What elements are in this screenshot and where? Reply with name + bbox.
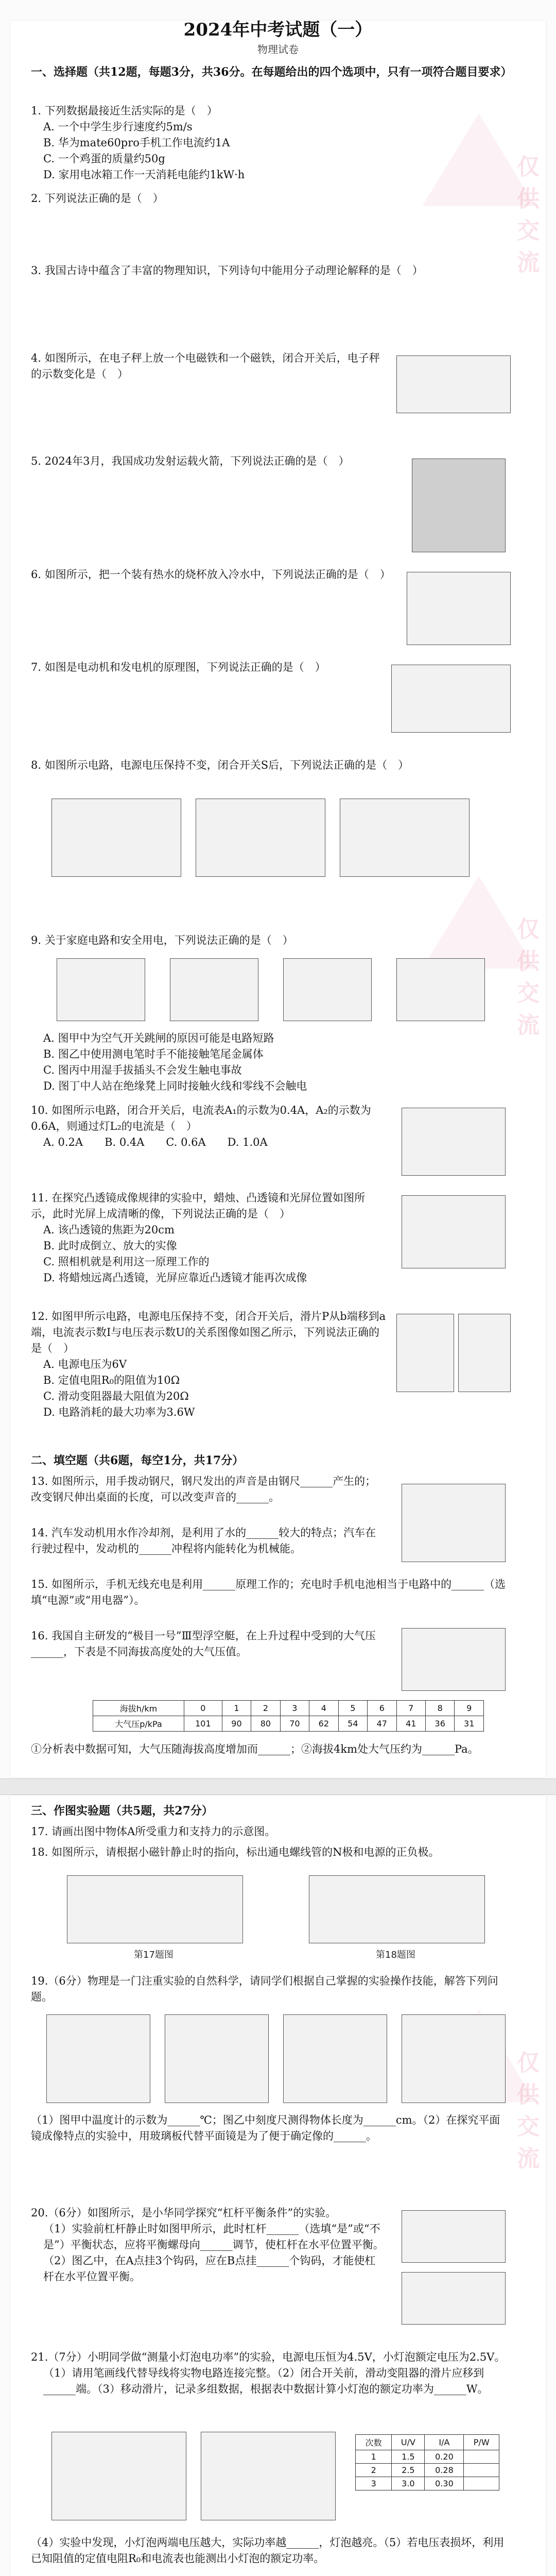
option-c: C. 图丙中用湿手拔插头不会发生触电事故 [43, 1064, 242, 1076]
question-stem: 14. 汽车发动机用水作冷却剂，是利用了水的______较大的特点；汽车在行驶过程中，发动机的______冲程将内能转化为机械能。 [31, 1527, 376, 1555]
question-stem: 4. 如图所示，在电子秤上放一个电磁铁和一个磁铁，闭合开关后，电子秤的示数变化是（ ） [31, 352, 380, 380]
figure-20-lever-a [402, 2210, 506, 2263]
question-stem: 21.（7分）小明同学做“测量小灯泡电功率”的实验，电源电压恒为4.5V，小灯泡额定电压为2.5V。 [31, 2351, 506, 2363]
table-cell: 1 [356, 2450, 392, 2464]
question-11 [31, 1190, 386, 1286]
question-5 [31, 453, 386, 469]
question-2 [31, 191, 510, 207]
question-19 [31, 1973, 510, 2005]
question-stem: 12. 如图甲所示电路，电源电压保持不变，闭合开关后，滑片P从b端移到a端，电流表示数I与电压表示数U的关系图像如图乙所示，下列说法正确的是（ ） [31, 1310, 386, 1354]
table-cell: 8 [426, 1701, 455, 1716]
page-title: 2024年中考试题（一） [183, 20, 373, 40]
question-6 [31, 567, 391, 583]
question-stem: 13. 如图所示，用手拨动钢尺，钢尺发出的声音是由钢尺______产生的；改变钢尺伸出桌面的长度，可以改变声音的______。 [31, 1475, 376, 1503]
question-body: （1）实验前杠杆静止时如图甲所示，此时杠杆______（选填“是”或“不是”）平衡状态，应将平衡螺母向______调节，使杠杆在水平位置平衡。（2）图乙中，在A点挂3个钩码，应在B点挂______个钩码，才能使杠杆在水平位置平衡。 [43, 2223, 384, 2283]
question-stem: 11. 在探究凸透镜成像规律的实验中，蜡烛、凸透镜和光屏位置如图所示，此时光屏上成清晰的像，下列说法正确的是（ ） [31, 1192, 366, 1220]
question-10-options: A. 0.2A B. 0.4A C. 0.6A D. 1.0A [43, 1136, 268, 1148]
figure-9-yi [170, 958, 258, 1021]
question-stem: 16. 我国自主研发的“极目一号”Ⅲ型浮空艇，在上升过程中受到的大气压______，下表是不同海拔高度处的大气压值。 [31, 1630, 376, 1658]
question-18 [31, 1844, 510, 1860]
question-stem: 6. 如图所示，把一个装有热水的烧杯放入冷水中，下列说法正确的是（ ） [31, 568, 391, 581]
option-b: B. 图乙中使用测电笔时手不能接触笔尾金属体 [43, 1048, 264, 1060]
table-cell: 31 [455, 1716, 484, 1732]
figure-circuit-b [196, 799, 325, 877]
option-d: D. 电路消耗的最大功率为3.6W [43, 1406, 195, 1418]
table-cell: 47 [368, 1716, 396, 1732]
table-cell [464, 2450, 499, 2464]
table-cell [464, 2477, 499, 2490]
figure-18 [309, 1875, 485, 1943]
option-c: C. 滑动变阻器最大阻值为20Ω [43, 1390, 189, 1402]
table-cell: I/A [425, 2435, 464, 2450]
question-7 [31, 659, 386, 675]
figure-rocket-launch [412, 459, 506, 552]
question-4 [31, 350, 386, 382]
figure-electronic-scale [396, 355, 511, 413]
figure-18-caption: 第18题图 [376, 1950, 415, 1960]
question-stem: 7. 如图是电动机和发电机的原理图，下列说法正确的是（ ） [31, 661, 326, 673]
figure-21-circuit-real [51, 2432, 186, 2520]
table-cell: 36 [426, 1716, 455, 1732]
table-cell: 54 [338, 1716, 367, 1732]
question-stem: 2. 下列说法正确的是（ ） [31, 192, 164, 205]
watermark-text: 仅供交流 [513, 917, 539, 1045]
option-d: D. 将蜡烛远离凸透镜，光屏应靠近凸透镜才能再次成像 [43, 1272, 307, 1284]
page-subtitle: 物理试卷 [257, 43, 299, 56]
table-cell: 7 [396, 1701, 425, 1716]
table-cell: 大气压p/kPa [93, 1716, 184, 1732]
table-cell: 6 [368, 1701, 396, 1716]
question-3 [31, 263, 510, 279]
figure-9-bing [283, 958, 372, 1021]
table-cell: 0.20 [425, 2450, 464, 2464]
option-d: D. 家用电冰箱工作一天消耗电能约1kW·h [43, 168, 245, 181]
table-cell [464, 2464, 499, 2477]
table-cell: 3 [280, 1701, 309, 1716]
table-row [356, 2450, 499, 2464]
table-cell: 1.5 [392, 2450, 425, 2464]
table-cell: P/W [464, 2435, 499, 2450]
table-row [356, 2435, 499, 2450]
table-cell: 5 [338, 1701, 367, 1716]
option-c: C. 照相机就是利用这一原理工作的 [43, 1256, 210, 1268]
option-a: A. 该凸透镜的焦距为20cm [43, 1224, 175, 1236]
option-a: A. 图甲中为空气开关跳闸的原因可能是电路短路 [43, 1032, 274, 1044]
table-cell: 101 [184, 1716, 222, 1732]
question-14 [31, 1525, 386, 1557]
table-cell: 次数 [356, 2435, 392, 2450]
table-cell: 70 [280, 1716, 309, 1732]
table-cell: 3 [356, 2477, 392, 2490]
figure-9-ding [396, 958, 485, 1021]
table-cell: 2 [251, 1701, 280, 1716]
figure-19-ruler [165, 2014, 269, 2103]
figure-9-jia [57, 958, 145, 1021]
table-row [93, 1701, 484, 1716]
altitude-pressure-table [93, 1700, 484, 1732]
option-c: C. 一个鸡蛋的质量约50g [43, 152, 165, 165]
question-stem: 3. 我国古诗中蕴含了丰富的物理知识，下列诗句中能用分子动理论解释的是（ ） [31, 264, 423, 277]
table-cell: 62 [309, 1716, 338, 1732]
table-cell: 3.0 [392, 2477, 425, 2490]
question-9 [31, 933, 510, 948]
section-heading-experiment: 三、作图实验题（共5题，共27分） [31, 1804, 213, 1818]
figure-11-lens [402, 1195, 506, 1268]
table-cell: 2.5 [392, 2464, 425, 2477]
question-16-note [31, 1741, 510, 1757]
question-17 [31, 1824, 510, 1840]
question-9-options [31, 1030, 510, 1094]
question-stem: 15. 如图所示，手机无线充电是利用______原理工作的；充电时手机电池相当于电路中的______（选填“电源”或“用电器”）。 [31, 1578, 506, 1606]
question-13 [31, 1473, 386, 1505]
option-d: D. 图丁中人站在绝缘凳上同时接触火线和零线不会触电 [43, 1080, 307, 1092]
question-body: （1）图甲中温度计的示数为______℃；图乙中刻度尺测得物体长度为______cm。（2）在探究平面镜成像特点的实验中，用玻璃板代替平面镜是为了便于确定像的______。 [31, 2114, 500, 2142]
figure-20-lever-b [402, 2272, 506, 2325]
figure-17-caption: 第17题图 [134, 1950, 173, 1960]
question-body: （1）请用笔画线代替导线将实物电路连接完整。（2）闭合开关前，滑动变阻器的滑片应移到______端。（3）移动滑片，记录多组数据，根据表中数据计算小灯泡的额定功率为______W。 [43, 2367, 489, 2395]
watermark-text: 仅供交流 [513, 155, 539, 282]
option-b: B. 定值电阻R₀的阻值为10Ω [43, 1374, 180, 1386]
figure-phone-charger [402, 1484, 506, 1562]
option-a: A. 一个中学生步行速度约5m/s [43, 121, 193, 133]
table-cell: 海拔h/km [93, 1701, 184, 1716]
table-row [93, 1716, 484, 1732]
table-cell: 4 [309, 1701, 338, 1716]
question-21 [31, 2349, 510, 2397]
figure-12-graph [458, 1314, 511, 1392]
question-stem: 8. 如图所示电路，电源电压保持不变，闭合开关S后，下列说法正确的是（ ） [31, 759, 409, 771]
figure-beakers [407, 572, 511, 645]
section-heading-choice: 一、选择题（共12题，每题3分，共36分。在每题给出的四个选项中，只有一项符合题目要求） [31, 65, 512, 79]
question-stem: 9. 关于家庭电路和安全用电，下列说法正确的是（ ） [31, 934, 293, 946]
question-stem: 1. 下列数据最接近生活实际的是（ ） [31, 105, 218, 117]
table-cell: 2 [356, 2464, 392, 2477]
table-cell: 0.30 [425, 2477, 464, 2490]
figure-circuit-a [51, 799, 181, 877]
question-stem: 17. 请画出图中物体A所受重力和支持力的示意图。 [31, 1825, 276, 1838]
question-body: （4）实验中发现，小灯泡两端电压越大，实际功率越______，灯泡越亮。（5）若电压表损坏，利用已知阻值的定值电阻R₀和电流表也能测出小灯泡的额定功率。 [31, 2536, 505, 2565]
table-cell: 1 [222, 1701, 251, 1716]
table-row [356, 2464, 499, 2477]
question-19-body [31, 2112, 510, 2144]
question-21-more [31, 2535, 510, 2567]
figure-19-thermometer [46, 2014, 150, 2103]
table-cell: 0 [184, 1701, 222, 1716]
question-15 [31, 1577, 510, 1608]
question-1 [31, 103, 510, 183]
table-cell: 80 [251, 1716, 280, 1732]
question-8 [31, 757, 510, 773]
question-stem: 10. 如图所示电路，闭合开关后，电流表A₁的示数为0.4A，A₂的示数为0.6A，则通过灯L₂的电流是（ ） [31, 1104, 371, 1132]
figure-airship [402, 1628, 506, 1691]
table-cell: 0.28 [425, 2464, 464, 2477]
figure-21-circuit-diagram [201, 2432, 336, 2520]
option-b: B. 华为mate60pro手机工作电流约1A [43, 137, 230, 149]
question-stem: 18. 如图所示，请根据小磁针静止时的指向，标出通电螺线管的N极和电源的正负极。 [31, 1846, 440, 1858]
question-20 [31, 2205, 386, 2285]
question-note: ①分析表中数据可知，大气压随海拔高度增加而______；②海拔4km处大气压约为______Pa。 [31, 1743, 479, 1755]
lamp-power-table [355, 2434, 499, 2490]
table-row [356, 2477, 499, 2490]
question-stem: 19.（6分）物理是一门注重实验的自然科学，请同学们根据自己掌握的实验操作技能，解答下列问题。 [31, 1975, 498, 2003]
table-cell: 9 [455, 1701, 484, 1716]
page-separator [0, 1778, 556, 1795]
option-a: A. 电源电压为6V [43, 1358, 127, 1370]
figure-circuit-c [340, 799, 470, 877]
table-cell: U/V [392, 2435, 425, 2450]
section-heading-fill: 二、填空题（共6题，每空1分，共17分） [31, 1454, 244, 1467]
figure-19-lens [402, 2014, 506, 2103]
question-16 [31, 1628, 386, 1660]
figure-10-circuit [402, 1108, 506, 1176]
question-12 [31, 1309, 386, 1420]
question-10 [31, 1103, 386, 1150]
figure-17 [67, 1875, 243, 1943]
question-stem: 5. 2024年3月，我国成功发射运载火箭，下列说法正确的是（ ） [31, 455, 350, 467]
table-cell: 41 [396, 1716, 425, 1732]
figure-12-circuit [396, 1314, 454, 1392]
figure-motor-generator [391, 665, 511, 733]
option-b: B. 此时成倒立、放大的实像 [43, 1240, 177, 1252]
table-cell: 90 [222, 1716, 251, 1732]
figure-19-mirror [283, 2014, 387, 2103]
watermark-text: 仅供交流 [513, 2050, 539, 2178]
question-stem: 20.（6分）如图所示，是小华同学探究“杠杆平衡条件”的实验。 [31, 2207, 337, 2219]
